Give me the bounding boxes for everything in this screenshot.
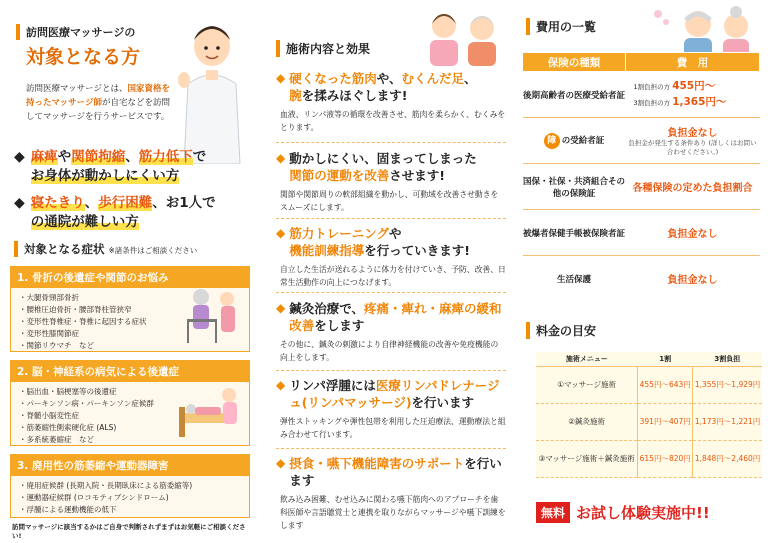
nurses-illustration <box>416 6 508 66</box>
table-row: ②鍼灸施術 391円〜407円 1,173円〜1,221円 <box>536 403 762 440</box>
list-item: ・ パーキンソン病・パーキンソン症候群 <box>19 398 241 410</box>
list-item: ・ 運動器症候群 (ロコモティブシンドローム) <box>19 492 241 504</box>
doctor-illustration <box>176 14 248 164</box>
divider <box>276 142 506 143</box>
footer-note: 訪問マッサージに該当するかはご自身で判断されずまずはお気軽にご相談ください! <box>12 523 246 540</box>
cost-title: 費用の一覧 <box>526 18 596 35</box>
trial-text: お試し体験実施中!! <box>576 503 710 522</box>
divider <box>276 448 506 449</box>
list-item: ・ 大腿骨頸部骨折 <box>19 292 241 304</box>
table-row: 生活保護 負担金なし <box>523 256 760 302</box>
table-row: 後期高齢者の医療受給者証 1割負担の方 455円〜 3割負担の方 1,365円〜 <box>523 72 760 118</box>
symptoms-heading: 対象となる症状 ※諸条件はご相談ください <box>14 241 254 257</box>
list-item: ・ 浮腫による運動機能の低下 <box>19 504 241 516</box>
walker-illustration <box>181 285 243 347</box>
bullet-paralysis: ◆ 麻痺や関節拘縮、筋力低下で お身体が動かしにくい方 <box>14 149 207 184</box>
fee-table <box>536 352 762 478</box>
free-badge: 無料 <box>536 502 570 523</box>
trial-banner <box>536 500 762 524</box>
list-item: ・ 変形性脊椎症・脊椎に起因する症状 <box>19 316 241 328</box>
divider <box>276 370 506 371</box>
target-column <box>0 0 256 543</box>
fee-title: 料金の目安 <box>526 322 596 339</box>
treatment-title: 施術内容と効果 <box>276 40 370 57</box>
list-item: ・ 腰椎圧迫骨折・腰部脊柱管狭窄 <box>19 304 241 316</box>
list-item: ・ 関節リウマチ など <box>19 340 241 352</box>
table-row: ①マッサージ施術 455円〜643円 1,355円〜1,929円 <box>536 366 762 403</box>
list-item: ・ 脊髄小脳変性症 <box>19 410 241 422</box>
treatment-item-6: ◆ 摂食・嚥下機能障害のサポートを行います 飲み込み困難、むせ込みに関わる嚥下筋肉へのアプローチを歯科医師や言語聴覚士と連携を取りながらマッサージや嚥下訓練をします <box>276 456 506 530</box>
treatment-column <box>258 0 508 543</box>
list-item: ・ 変形性膝関節症 <box>19 328 241 340</box>
disability-mark-icon: 障 <box>544 133 560 149</box>
title-big: 対象となる方 <box>26 46 141 68</box>
table-header: 3割負担 <box>693 352 762 366</box>
table-row: ③マッサージ施術＋鍼灸施術 615円〜820円 1,848円〜2,460円 <box>536 440 762 477</box>
table-header: 1割 <box>638 352 693 366</box>
bullet-bedridden: ◆ 寝たきり、歩行困難、お1人で の通院が難しい方 <box>14 195 216 230</box>
divider <box>276 218 506 219</box>
table-header: 施術メニュー <box>536 352 638 366</box>
treatment-item-3: ◆ 筋力トレーニングや 機能訓練指導を行っていきます! 自立した生活が送れるように体力を付けていき、予防、改善、日常生活動作の向上につなげます。 <box>276 226 506 287</box>
symptom-block-fracture: 1. 骨折の後遺症や関節のお悩み ・ 大腿骨頸部骨折 ・ 腰椎圧迫骨折・腰部脊柱管狭窄 ・ 変形性脊椎症・脊椎に起因する症状 ・ 変形性膝関節症 ・ 関節リウマチ など <box>10 266 250 352</box>
symptom-block-disuse: 3. 廃用性の筋萎縮や運動器障害 ・ 廃用症候群 (長期入院・長期臥床による筋委縮等) ・ 運動器症候群 (ロコモティブシンドローム) ・ 浮腫による運動機能の低下 <box>10 454 250 518</box>
list-item: ・ 筋萎縮性側索硬化症 (ALS) <box>19 422 241 434</box>
target-bullets <box>14 148 252 240</box>
table-header: 保険の種類 <box>523 53 626 72</box>
cost-column <box>512 0 768 543</box>
table-row: 被爆者保健手帳被保険者証 負担金なし <box>523 210 760 256</box>
symptom-block-neuro: 2. 脳・神経系の病気による後遺症 ・ 脳出血・脳梗塞等の後遺症 ・ パーキンソン病・パーキンソン症候群 ・ 脊髄小脳変性症 ・ 筋萎縮性側索硬化症 (ALS) ・ 多系統萎縮症 など <box>10 360 250 446</box>
cost-table <box>522 52 760 302</box>
intro-text: 訪問医療マッサージとは、国家資格を持ったマッサージ師が自宅などを訪問してマッサージを行うサービスです。 <box>26 84 171 122</box>
treatment-item-4: ◆ 鍼灸治療で、疼痛・痺れ・麻痺の緩和改善をします その他に、鍼灸の刺激により自律神経機能の改善や免疫機能の向上をします。 <box>276 301 502 362</box>
table-row: 国保・社保・共済組合その他の保険証 各種保険の定めた負担割合 <box>523 164 760 210</box>
table-row: 障 の受給者証 負担金なし 負担金が発生する条件あり (詳しくはお問い合わせください。) <box>523 118 760 164</box>
title-small: 訪問医療マッサージの <box>16 24 176 40</box>
treatment-item-1: ◆ 硬くなった筋肉や、むくんだ足、 腕を揉みほぐします! 血液、リンパ液等の循環を改善させ、筋肉を柔らかく、むくみをとります。 <box>276 71 506 132</box>
list-item: ・ 多系統萎縮症 など <box>19 434 241 446</box>
table-header: 費 用 <box>625 53 759 72</box>
target-title <box>16 24 176 69</box>
list-item: ・ 廃用症候群 (長期入院・長期臥床による筋委縮等) <box>19 480 241 492</box>
bed-care-illustration <box>177 383 243 441</box>
divider <box>276 292 506 293</box>
list-item: ・ 脳出血・脳梗塞等の後遺症 <box>19 386 241 398</box>
treatment-item-2: ◆ 動かしにくい、固まってしまった 関節の運動を改善させます! 関節や関節周りの軟部組織を動かし、可動域を改善させ動きをスムーズにします。 <box>276 151 499 212</box>
treatment-item-5: ◆ リンパ浮腫には医療リンパドレナージュ(リンパマッサージ)を行います 弾性ストッキングや弾性包帯を利用した圧迫療法、運動療法と組み合わせて行います。 <box>276 378 506 439</box>
